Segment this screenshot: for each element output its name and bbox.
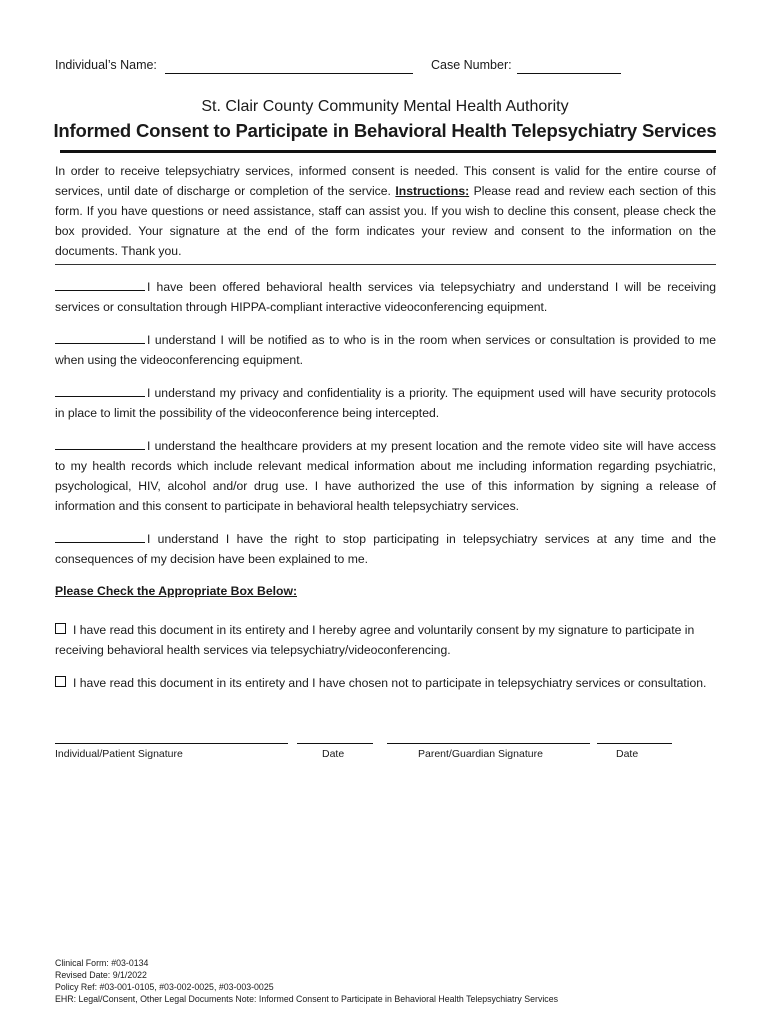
instructions-label: Instructions:: [395, 184, 470, 198]
statement-text: I understand my privacy and confidentiality is a priority. The equipment used will have security protocols in place to limit the possibility of the videoconference being intercepted.: [55, 386, 716, 420]
initials-field[interactable]: [55, 384, 145, 397]
statement-item: [55, 529, 716, 569]
individual-signature-field[interactable]: [55, 743, 288, 744]
organization-name: St. Clair County Community Mental Health Authority: [201, 98, 569, 115]
initials-field[interactable]: [55, 530, 145, 543]
initials-field[interactable]: [55, 331, 145, 344]
initials-field[interactable]: [55, 278, 145, 291]
intro-text-before: In order to receive telepsychiatry services, informed consent is needed. This consent is valid for the entire course of services, until date of discharge or completion of the service.: [55, 164, 716, 198]
statement-item: [55, 330, 716, 370]
individual-signature-label: Individual/Patient Signature: [55, 748, 183, 760]
statement-text: I understand the healthcare providers at my present location and the remote video site will have access to my health records which include relevant medical information about me including information regarding psychiatric, psychological, HIV, alcohol and/or drug use. I have authorized the use of this information by signing a release of information and this consent to participate in behavioral health telepsychiatry services.: [55, 439, 716, 513]
statement-item: [55, 277, 716, 317]
title-divider: [60, 150, 716, 153]
guardian-date-field[interactable]: [597, 743, 672, 744]
individual-date-label: Date: [322, 748, 345, 760]
statement-text: I have been offered behavioral health services via telepsychiatry and understand I will be receiving services or consultation through HIPPA-compliant interactive videoconferencing equipment.: [55, 280, 716, 314]
intro-divider: [55, 264, 716, 265]
footer-ehr-note: EHR: Legal/Consent, Other Legal Documents Note: Informed Consent to Participate in Behavioral Health Telepsychiatry Services: [55, 994, 558, 1004]
initials-field[interactable]: [55, 437, 145, 450]
agree-option-text: I have read this document in its entirety and I hereby agree and voluntarily consent by my signature to participate in receiving behavioral health services via telepsychiatry/videoconferencing.: [55, 623, 695, 657]
individual-date-field[interactable]: [297, 743, 373, 744]
statement-text: I understand I will be notified as to who is in the room when services or consultation is provided to me when using the videoconferencing equipment.: [55, 333, 716, 367]
decline-option-text: I have read this document in its entirety and I have chosen not to participate in telepsychiatry services or consultation.: [73, 676, 707, 690]
case-number-label: Case Number:: [431, 58, 512, 72]
guardian-signature-field[interactable]: [387, 743, 590, 744]
consent-option-agree: [55, 620, 716, 660]
footer-revised-date: Revised Date: 9/1/2022: [55, 970, 147, 980]
agree-checkbox[interactable]: [55, 623, 66, 634]
statement-item: [55, 436, 716, 516]
footer-form-number: Clinical Form: #03-0134: [55, 958, 149, 968]
individual-name-label: Individual’s Name:: [55, 58, 157, 72]
case-number-field[interactable]: [517, 73, 621, 74]
footer-policy-ref: Policy Ref: #03-001-0105, #03-002-0025, #03-003-0025: [55, 982, 274, 992]
check-section-title: Please Check the Appropriate Box Below:: [55, 584, 298, 598]
page-title: Informed Consent to Participate in Behavioral Health Telepsychiatry Services: [53, 120, 717, 141]
intro-paragraph: [55, 161, 716, 261]
consent-option-decline: [55, 673, 716, 693]
individual-name-field[interactable]: [165, 73, 413, 74]
statement-text: I understand I have the right to stop participating in telepsychiatry services at any time and the consequences of my decision have been explained to me.: [55, 532, 716, 566]
statement-item: [55, 383, 716, 423]
guardian-signature-label: Parent/Guardian Signature: [418, 748, 543, 760]
decline-checkbox[interactable]: [55, 676, 66, 687]
guardian-date-label: Date: [616, 748, 639, 760]
intro-text-after: Please read and review each section of this form. If you have questions or need assistance, staff can assist you. If you wish to decline this consent, please check the box provided. Your signature at the end of the form indicates your review and consent to the information on the documents. Thank you.: [55, 184, 716, 258]
